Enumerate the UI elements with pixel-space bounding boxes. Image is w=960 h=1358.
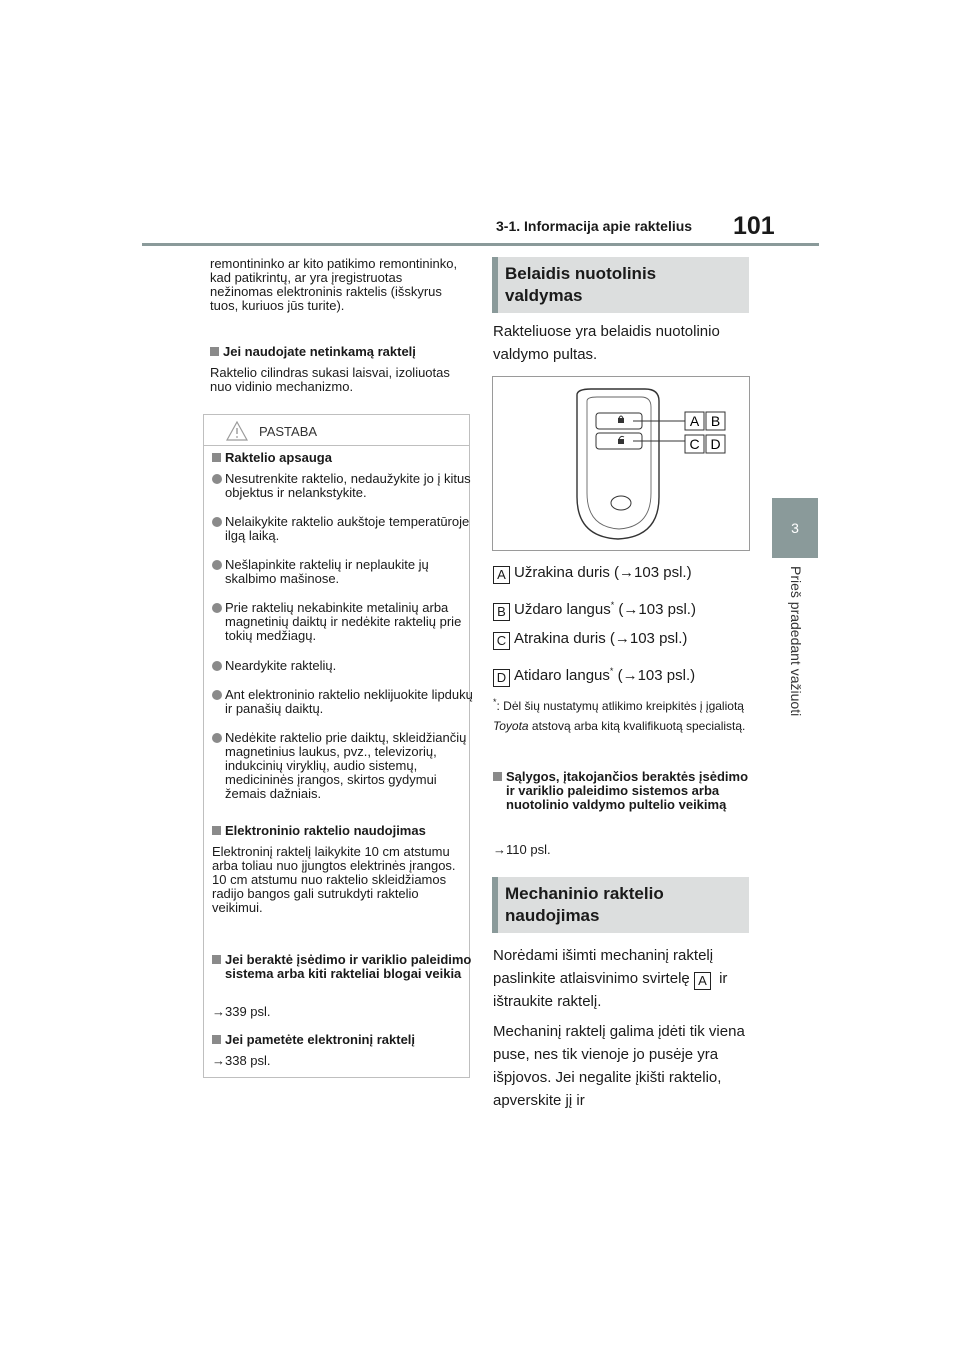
section-title: Mechaninio raktelio naudojimas: [505, 884, 664, 925]
notice-box: [203, 414, 473, 1078]
figure-label-a: A: [689, 413, 700, 429]
figure-label-b: B: [710, 413, 721, 429]
paragraph-wrong-key: Raktelio cilindras sukasi laisvai, izoliuotas nuo vidinio mechanizmo.: [210, 365, 450, 394]
legend-item-a: A Užrakina duris (→103 psl.): [493, 561, 749, 584]
notice-paragraph-electronic-key: Elektroninį raktelį laikykite 10 cm atstumu arba toliau nuo įjungtos elektrinės įrangos. 10 cm atstumu nuo raktelio skleidžiamos radijo bangos gali sutrukdyti raktelio veikimui.: [212, 844, 456, 915]
header-rule: [142, 243, 819, 246]
square-bullet-icon: [212, 1035, 221, 1044]
legend-item-d: D Atidaro langus* (→103 psl.): [493, 660, 749, 687]
round-bullet-icon: [212, 661, 222, 671]
square-bullet-icon: [212, 453, 221, 462]
notice-heading-electronic-key: Elektroninio raktelio naudojimas: [212, 824, 464, 838]
chapter-number: 3: [791, 520, 799, 536]
notice-heading-malfunction: Jei beraktė įsėdimo ir variklio paleidimo sistema arba kiti rakteliai blogai veikia: [212, 953, 477, 981]
legend-item-b: B Uždaro langus* (→103 psl.): [493, 594, 749, 621]
remote-intro: Rakteliuose yra belaidis nuotolinio valdymo pultas.: [493, 323, 720, 363]
notice-heading-lost-key: Jei pametėte elektroninį raktelį: [212, 1033, 464, 1047]
legend-item-c: C Atrakina duris (→103 psl.): [493, 627, 749, 650]
notice-ref-339: →339 psl.: [212, 1004, 271, 1019]
warning-triangle-icon: [226, 421, 248, 441]
page-number: 101: [733, 212, 775, 240]
notice-bullet: Ant elektroninio raktelio neklijuokite lipdukų ir panašių daiktų.: [212, 688, 477, 716]
mechanical-key-paragraph: Norėdami išimti mechaninį raktelį paslinkite atlaisvinimo svirtelę A ir ištraukite raktelį.: [493, 947, 728, 1010]
round-bullet-icon: [212, 517, 222, 527]
notice-ref-338: →338 psl.: [212, 1053, 271, 1068]
section-wireless-remote: [492, 257, 749, 313]
square-bullet-icon: [493, 772, 502, 781]
footnote: *: Dėl šių nustatymų atlikimo kreipkitės į įgaliotą Toyota atstovą arba kitą kvalifikuotą specialistą.: [493, 697, 746, 733]
chapter-label: Prieš pradedant važiuoti: [788, 566, 804, 717]
notice-bullet: Prie raktelių nekabinkite metalinių arba magnetinių daiktų ir nedėkite raktelių prie tokių medžiagų.: [212, 601, 477, 643]
key-fob-illustration: [493, 377, 749, 550]
ref-110: →110 psl.: [493, 842, 551, 857]
round-bullet-icon: [212, 603, 222, 613]
notice-heading-protection: Raktelio apsauga: [212, 451, 464, 465]
square-bullet-icon: [210, 347, 219, 356]
section-title: Belaidis nuotolinis valdymas: [505, 264, 657, 305]
heading-conditions: Sąlygos, įtakojančios beraktės įsėdimo ir variklio paleidimo sistemos arba nuotolinio valdymo pultelio veikimą: [493, 770, 758, 812]
square-bullet-icon: [212, 826, 221, 835]
notice-title: PASTABA: [259, 424, 318, 439]
section-mechanical-key: [492, 877, 749, 933]
notice-bullet: Neardykite raktelių.: [212, 659, 477, 673]
intro-paragraph: remontininko ar kito patikimo remontininko, kad patikrintų, ar yra įregistruotas nežinomas elektroninis raktelis (išskyrus tuos, kuriuos jūs turite).: [210, 256, 458, 313]
notice-bullet: Nešlapinkite raktelių ir neplaukite jų skalbimo mašinose.: [212, 558, 477, 586]
header-section-title: 3-1. Informacija apie raktelius: [496, 218, 693, 234]
notice-bullet: Nelaikykite raktelio aukštoje temperatūroje ilgą laiką.: [212, 515, 477, 543]
notice-bullet: Nesutrenkite raktelio, nedaužykite jo į kitus objektus ir nelankstykite.: [212, 472, 477, 500]
notice-header: [204, 415, 469, 446]
round-bullet-icon: [212, 560, 222, 570]
notice-bullet: Nedėkite raktelio prie daiktų, skleidžiančių magnetinius laukus, pvz., televizorių, indukcinių viryklių, audio sistemų, medicininės įrangos, skirtos gydymui žemais dažniais.: [212, 731, 477, 801]
chapter-tab: [772, 498, 818, 558]
heading-wrong-key: Jei naudojate netinkamą raktelį: [210, 345, 462, 359]
figure-label-c: C: [689, 436, 700, 452]
square-bullet-icon: [212, 955, 221, 964]
figure-label-d: D: [710, 436, 721, 452]
round-bullet-icon: [212, 474, 222, 484]
key-fob-figure: [492, 376, 750, 551]
round-bullet-icon: [212, 733, 222, 743]
mechanical-key-paragraph-2: Mechaninį raktelį galima įdėti tik viena puse, nes tik vienoje jo pusėje yra išpjovos. Jei negalite įkišti raktelio, apverskite jį ir: [493, 1023, 745, 1109]
round-bullet-icon: [212, 690, 222, 700]
